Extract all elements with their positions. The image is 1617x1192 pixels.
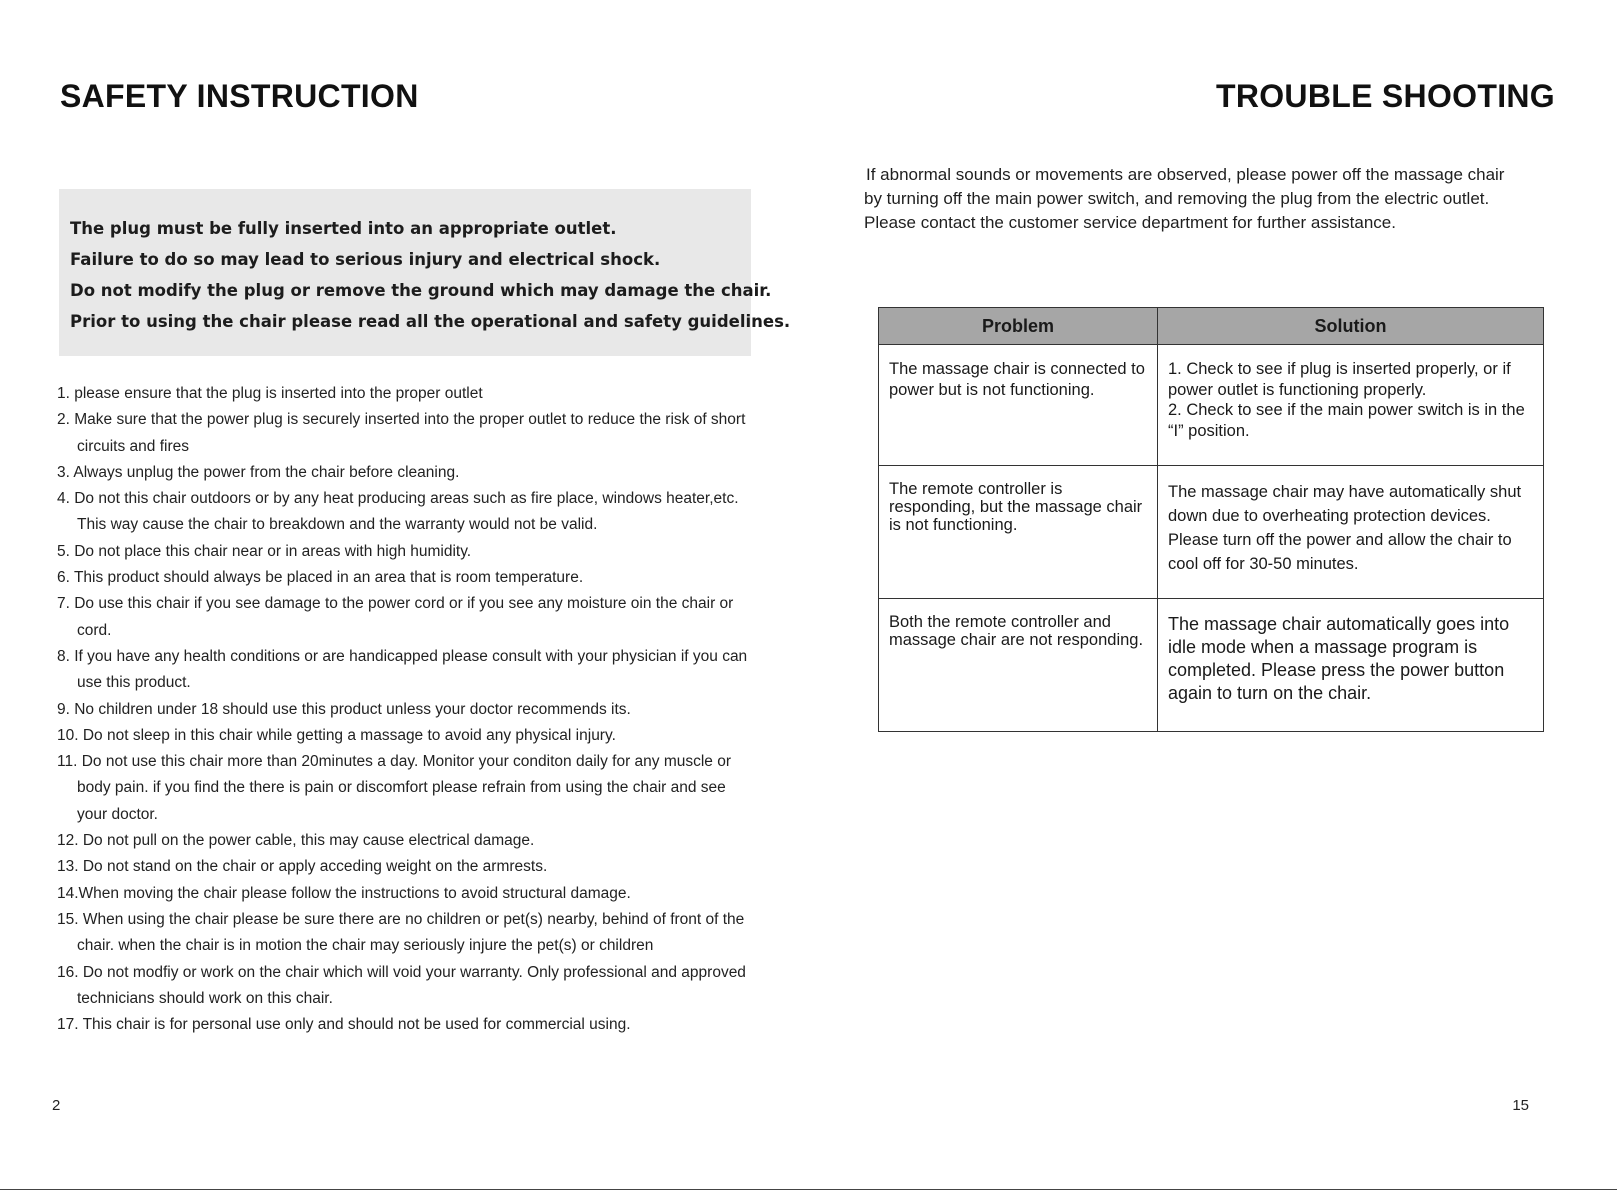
safety-rule: 17. This chair is for personal use only and should not be used for commercial using.: [57, 1016, 631, 1034]
solution-cell: 1. Check to see if plug is inserted properly, or if power outlet is functioning properly. 2. Check to see if the main power switch is in the “I” position.: [1158, 345, 1544, 466]
page-number-right: 15: [1512, 1097, 1529, 1114]
warning-line: The plug must be fully inserted into an appropriate outlet.: [70, 219, 617, 238]
problem-cell: The massage chair is connected to power but is not functioning.: [879, 345, 1158, 466]
warning-line: Do not modify the plug or remove the ground which may damage the chair.: [70, 281, 772, 300]
table-row: [879, 345, 1544, 466]
trouble-shooting-title: TROUBLE SHOOTING: [1215, 78, 1555, 114]
intro-line: by turning off the main power switch, and removing the plug from the electric outlet.: [864, 189, 1490, 208]
plug-warning-box: [59, 189, 791, 356]
solution-column-header: Solution: [1158, 308, 1544, 345]
safety-rule: 13. Do not stand on the chair or apply acceding weight on the armrests.: [57, 858, 548, 876]
warning-line: Failure to do so may lead to serious injury and electrical shock.: [70, 250, 661, 269]
problem-cell: The remote controller is responding, but the massage chair is not functioning.: [879, 466, 1158, 599]
problem-cell: Both the remote controller and massage chair are not responding.: [879, 599, 1158, 732]
problem-column-header: Problem: [879, 308, 1158, 345]
safety-rule: 10. Do not sleep in this chair while getting a massage to avoid any physical injury.: [57, 726, 616, 744]
safety-rule: 12. Do not pull on the power cable, this may cause electrical damage.: [57, 832, 535, 850]
solution-cell: The massage chair may have automatically shut down due to overheating protection devices. Please turn off the power and allow the chair to cool off for 30-50 minutes.: [1158, 466, 1544, 599]
safety-rule: 15. When using the chair please be sure there are no children or pet(s) nearby, behind of front of the chair. when the chair is in motion the chair may seriously injure the pet(s) or children: [57, 910, 745, 955]
safety-rules-list: [57, 381, 757, 1038]
safety-instruction-title: SAFETY INSTRUCTION: [60, 78, 419, 114]
intro-line: Please contact the customer service department for further assistance.: [864, 213, 1396, 232]
warning-line: Prior to using the chair please read all the operational and safety guidelines.: [70, 312, 791, 331]
safety-rule: 7. Do use this chair if you see damage to the power cord or if you see any moisture oin the chair or cord.: [57, 595, 734, 639]
safety-rule: 8. If you have any health conditions or are handicapped please consult with your physician if you can use this product.: [57, 647, 748, 692]
safety-rule: 11. Do not use this chair more than 20minutes a day. Monitor your conditon daily for any muscle or body pain. if you find the there is pain or discomfort please refrain from using the chair and see your doctor.: [57, 753, 732, 823]
safety-rule: 4. Do not this chair outdoors or by any heat producing areas such as fire place, windows heater,etc. This way cause the chair to breakdown and the warranty would not be valid.: [57, 490, 739, 534]
table-row: [879, 466, 1544, 599]
trouble-shooting-table: [878, 307, 1544, 732]
bottom-divider: [0, 1189, 1617, 1190]
safety-rule: 16. Do not modfiy or work on the chair which will void your warranty. Only professional and approved technicians should work on this chair.: [57, 963, 746, 1007]
intro-line: If abnormal sounds or movements are observed, please power off the massage chair: [866, 165, 1505, 184]
safety-rule: 9. No children under 18 should use this product unless your doctor recommends its.: [57, 700, 631, 718]
safety-rule: 1. please ensure that the plug is inserted into the proper outlet: [57, 385, 483, 402]
safety-rule: 14.When moving the chair please follow the instructions to avoid structural damage.: [57, 884, 631, 902]
safety-rule: 6. This product should always be placed in an area that is room temperature.: [57, 569, 584, 587]
safety-rule: 2. Make sure that the power plug is securely inserted into the proper outlet to reduce the risk of short circuits and fires: [57, 411, 746, 455]
page-number-left: 2: [52, 1097, 61, 1114]
table-header-row: [879, 308, 1544, 345]
table-row: [879, 599, 1544, 732]
trouble-shooting-intro: [864, 163, 1564, 235]
safety-rule: 5. Do not place this chair near or in areas with high humidity.: [57, 542, 472, 560]
safety-rule: 3. Always unplug the power from the chair before cleaning.: [57, 463, 460, 481]
solution-cell: The massage chair automatically goes into idle mode when a massage program is completed. Please press the power button again to turn on the chair.: [1158, 599, 1544, 732]
